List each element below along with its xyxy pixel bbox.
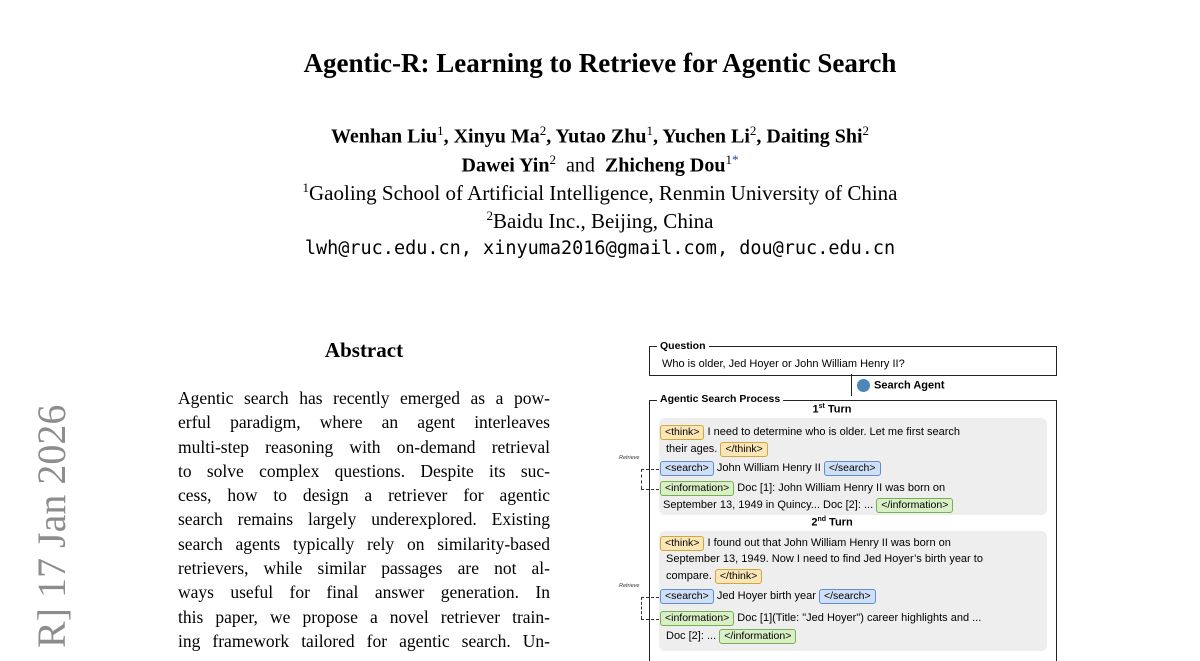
turn-2-think-row-2 — [666, 553, 983, 565]
information-close-tag: </information> — [719, 629, 796, 644]
author-list-line-1 — [0, 123, 1200, 149]
abstract-line: retrievers, while similar passages are not al- — [178, 558, 550, 579]
retrieve-connector-2b — [641, 597, 642, 619]
turn-2-label — [607, 516, 1057, 529]
author-affiliation-mark: 1 — [646, 123, 653, 138]
turn-1-number: 1 — [812, 403, 819, 416]
turn-1-ordinal: st — [818, 403, 825, 410]
turn-2-info-row — [660, 611, 981, 626]
turn-1-think-row — [660, 425, 960, 440]
information-text: September 13, 1949 in Quincy... Doc [2]: ... — [663, 499, 874, 511]
author-conjunction: and — [565, 154, 595, 177]
paper-title: Agentic-R: Learning to Retrieve for Agentic Search — [303, 48, 897, 78]
abstract-line: erful paradigm, where an agent interleaves — [178, 412, 550, 433]
retrieve-connector-2c — [641, 619, 659, 620]
think-open-tag: <think> — [660, 425, 704, 440]
information-text: Doc [1]: John William Henry II was born on — [737, 482, 946, 494]
think-open-tag: <think> — [660, 536, 704, 551]
retrieve-label-1: Retrieve — [619, 455, 640, 461]
abstract-line: multi-step reasoning with on-demand retrieval — [178, 436, 550, 457]
turn-1-label — [607, 403, 1057, 416]
turn-2-search-row — [660, 589, 876, 604]
information-close-tag: </information> — [876, 498, 953, 513]
think-close-tag: </think> — [720, 442, 767, 457]
author-affiliation-mark: 2 — [549, 152, 556, 167]
search-open-tag: <search> — [660, 589, 714, 604]
author-separator: , — [546, 125, 556, 148]
question-label: Question — [657, 340, 709, 352]
affiliation-mark: 2 — [486, 208, 493, 223]
turn-1-info-row — [660, 481, 945, 496]
information-open-tag: <information> — [660, 611, 734, 626]
affiliation-text: Gaoling School of Artificial Intelligence, Renmin University of China — [309, 181, 898, 205]
information-open-tag: <information> — [660, 481, 734, 496]
retrieve-connector-1b — [641, 469, 642, 489]
author-list-line-2 — [0, 152, 1200, 178]
robot-icon — [857, 379, 870, 392]
turn-2-think-row-3 — [666, 569, 762, 584]
abstract-line: ways useful for final answer generation. In — [178, 582, 550, 603]
question-text: Who is older, Jed Hoyer or John William Henry II? — [662, 358, 905, 370]
search-query: John William Henry II — [716, 462, 821, 474]
turn-1-think-row-2 — [666, 442, 768, 457]
question-to-agent-arrow — [851, 374, 852, 396]
affiliation-1 — [0, 180, 1200, 206]
author-name: Yutao Zhu — [555, 125, 647, 148]
affiliation-2 — [0, 208, 1200, 234]
information-text: Doc [2]: ... — [666, 630, 717, 642]
abstract-heading: Abstract — [324, 338, 404, 362]
turn-1-info-row-2 — [663, 498, 953, 513]
think-text: I found out that John William Henry II was born on — [707, 537, 951, 549]
abstract-line: search remains largely underexplored. Existing — [178, 509, 550, 530]
turn-2-info-row-2 — [666, 629, 796, 644]
author-separator: , — [443, 125, 454, 148]
author-emails: lwh@ruc.edu.cn, xinyuma2016@gmail.com, dou@ruc.edu.cn — [304, 238, 896, 259]
author-name: Daiting Shi — [766, 125, 863, 148]
turn-1-search-row — [660, 461, 881, 476]
retrieve-connector-2a — [641, 597, 659, 598]
think-text: I need to determine who is older. Let me first search — [707, 426, 961, 438]
author-name: Yuchen Li — [662, 125, 750, 148]
agentic-search-figure — [615, 338, 1065, 648]
author-affiliation-mark: 2 — [862, 123, 870, 138]
search-agent-label — [857, 379, 945, 392]
turn-2-suffix: Turn — [826, 516, 853, 529]
retrieve-connector-1a — [641, 469, 659, 470]
author-name: Xinyu Ma — [453, 125, 540, 148]
abstract-line: to solve complex questions. Despite its suc- — [178, 460, 550, 481]
think-text: September 13, 1949. Now I need to find Jed Hoyer’s birth year to — [666, 553, 983, 565]
turn-2-think-row — [660, 536, 951, 551]
abstract-line: ing framework tailored for agentic search. Un- — [178, 630, 550, 651]
author-name: Dawei Yin — [461, 154, 550, 177]
abstract-line: search agents typically rely on similarity-based — [178, 533, 550, 554]
author-name: Zhicheng Dou — [604, 154, 726, 177]
turn-2-number: 2 — [811, 516, 818, 529]
author-separator: , — [652, 125, 663, 148]
retrieve-connector-1c — [641, 489, 659, 490]
search-query: Jed Hoyer birth year — [716, 590, 816, 602]
author-separator: , — [756, 125, 767, 148]
author-affiliation-mark: 1 — [437, 123, 444, 138]
search-close-tag: </search> — [824, 461, 881, 476]
author-name: Wenhan Liu — [330, 125, 438, 148]
arxiv-stamp: R] 17 Jan 2026 — [29, 404, 74, 648]
think-text: their ages. — [666, 443, 718, 455]
turn-2-ordinal: nd — [817, 516, 826, 523]
think-close-tag: </think> — [715, 569, 762, 584]
search-agent-text: Search Agent — [874, 379, 945, 392]
think-text: compare. — [666, 570, 712, 582]
author-affiliation-mark: 2 — [539, 123, 547, 138]
process-label: Agentic Search Process — [657, 393, 783, 405]
retrieve-label-2: Retrieve — [619, 583, 640, 589]
abstract-line: cess, how to design a retriever for agentic — [178, 485, 550, 506]
search-close-tag: </search> — [819, 589, 876, 604]
author-affiliation-mark: 2 — [749, 123, 757, 138]
affiliation-text: Baidu Inc., Beijing, China — [493, 209, 714, 233]
search-open-tag: <search> — [660, 461, 714, 476]
information-text: Doc [1](Title: "Jed Hoyer") career highlights and ... — [737, 612, 982, 624]
author-affiliation-mark: 1 — [725, 152, 732, 167]
affiliation-mark: 1 — [302, 180, 310, 195]
abstract-line: Agentic search has recently emerged as a pow- — [178, 388, 550, 408]
abstract-body — [178, 386, 550, 653]
turn-1-suffix: Turn — [824, 403, 852, 416]
abstract-line: this paper, we propose a novel retriever train- — [178, 606, 550, 627]
corresponding-author-mark[interactable]: * — [731, 152, 739, 167]
